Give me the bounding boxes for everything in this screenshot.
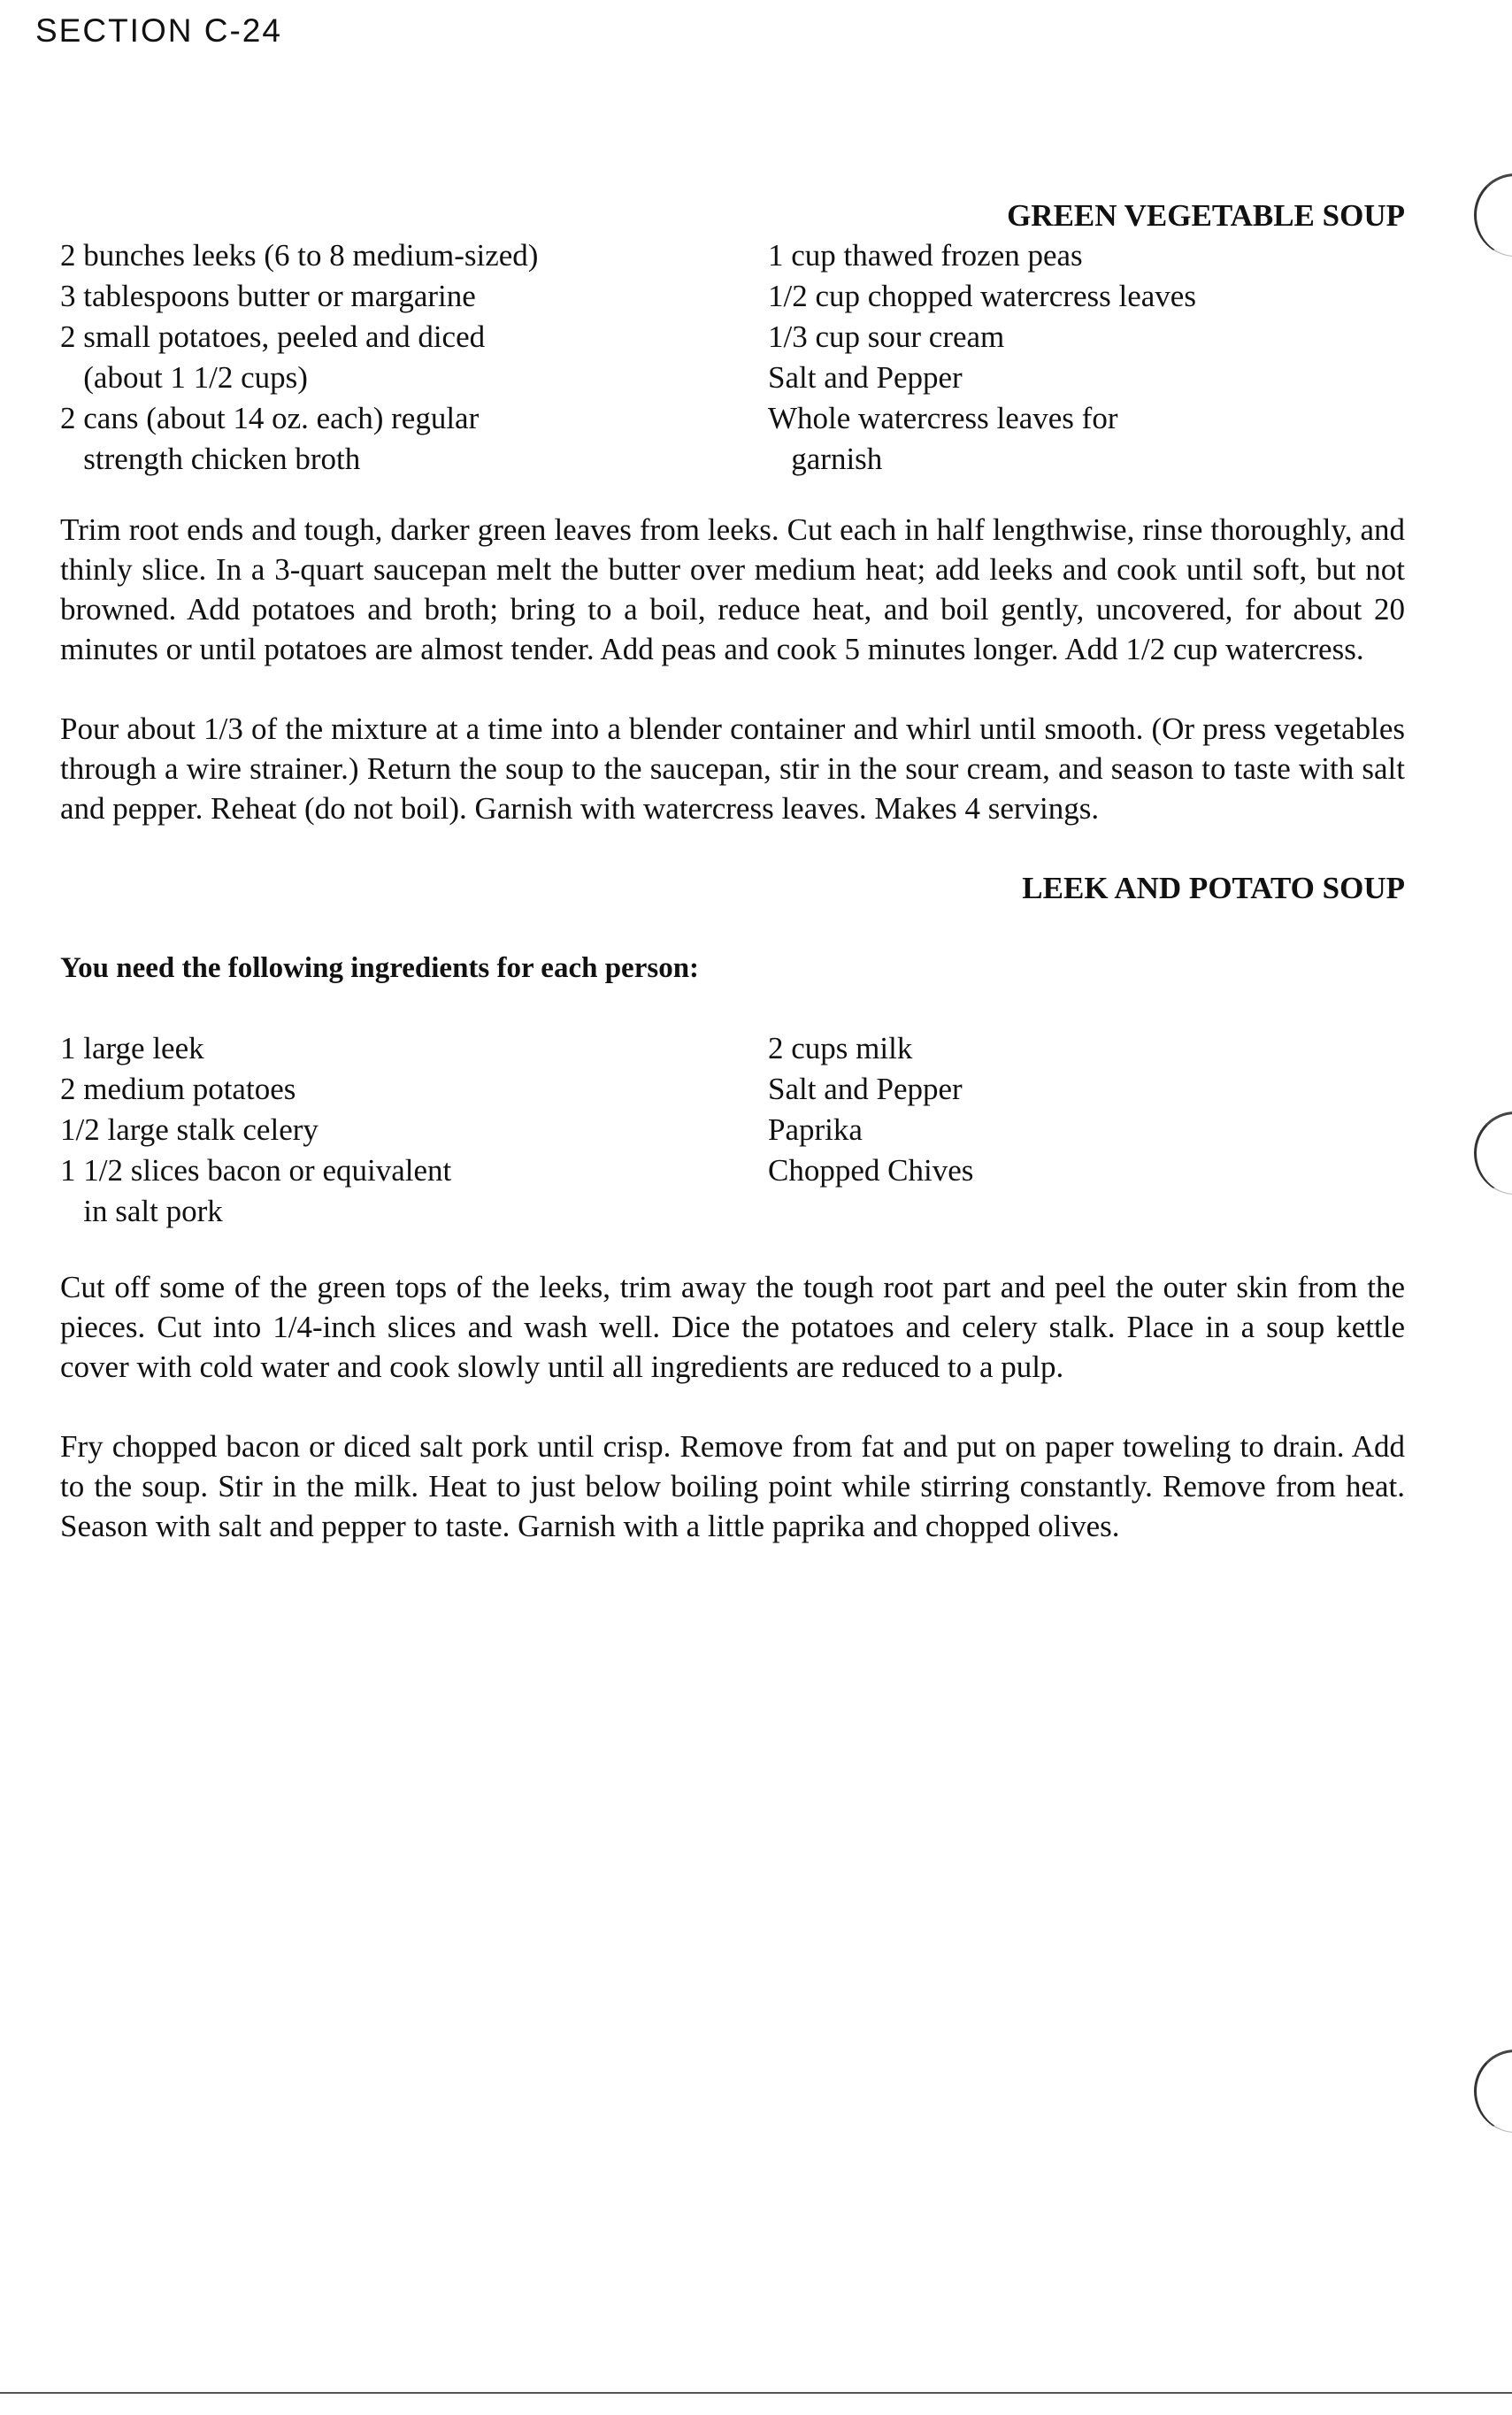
- ingredient-item: 1/3 cup sour cream: [768, 319, 1005, 354]
- ingredient-item: 3 tablespoons butter or margarine: [60, 279, 476, 313]
- ingredient-item: Whole watercress leaves for: [768, 401, 1118, 435]
- ingredient-item: Paprika: [768, 1112, 863, 1147]
- green-vegetable-soup-title: GREEN VEGETABLE SOUP: [1007, 198, 1405, 233]
- binder-hole-middle: [1474, 1111, 1512, 1195]
- ingredients-intro: You need the following ingredients for each person:: [60, 952, 700, 984]
- ingredient-item: garnish: [768, 442, 883, 476]
- ingredients-left-column: [60, 235, 768, 480]
- ingredient-item: Salt and Pepper: [768, 1072, 963, 1106]
- page-bottom-edge: [0, 2392, 1512, 2394]
- ingredient-item: 1/2 cup chopped watercress leaves: [768, 279, 1196, 313]
- instruction-paragraph: Cut off some of the green tops of the leeks, trim away the tough root part and peel the outer skin from the pieces. Cut into 1/4-inch slices and wash well. Dice the potatoes and celery stalk. Place in a soup kettle cover with cold water and cook slowly until all ingredients are reduced to a pulp.: [60, 1270, 1405, 1384]
- instruction-paragraph: Pour about 1/3 of the mixture at a time into a blender container and whirl until smooth. (Or press vegetables through a wire strainer.) Return the soup to the saucepan, stir in the sour cream, and season to taste with salt and pepper. Reheat (do not boil). Garnish with watercress leaves. Makes 4 servings.: [60, 711, 1405, 826]
- ingredient-item: Chopped Chives: [768, 1153, 974, 1188]
- recipe-page: [60, 0, 1405, 1546]
- binder-hole-bottom: [1474, 2050, 1512, 2133]
- ingredient-item: (about 1 1/2 cups): [60, 360, 308, 395]
- ingredients-right-column: [768, 1028, 1387, 1232]
- ingredient-item: 2 cans (about 14 oz. each) regular: [60, 401, 480, 435]
- instruction-paragraph: Trim root ends and tough, darker green leaves from leeks. Cut each in half lengthwise, rinse thoroughly, and thinly slice. In a 3-quart saucepan melt the butter over medium heat; add leeks and cook until soft, but not browned. Add potatoes and broth; bring to a boil, reduce heat, and boil gently, uncovered, for about 20 minutes or until potatoes are almost tender. Add peas and cook 5 minutes longer. Add 1/2 cup watercress.: [60, 512, 1405, 666]
- leek-and-potato-soup-title: LEEK AND POTATO SOUP: [1022, 871, 1405, 905]
- ingredient-item: 1 large leek: [60, 1031, 204, 1065]
- ingredient-item: Salt and Pepper: [768, 360, 963, 395]
- ingredient-item: strength chicken broth: [60, 442, 361, 476]
- ingredient-item: 2 cups milk: [768, 1031, 913, 1065]
- section-label: SECTION C-24: [35, 12, 282, 49]
- ingredients-right-column: [768, 235, 1387, 480]
- ingredient-item: 1/2 large stalk celery: [60, 1112, 319, 1147]
- ingredients-left-column: [60, 1028, 768, 1232]
- green-vegetable-soup-ingredients: [60, 235, 1405, 480]
- leek-and-potato-soup-ingredients: [60, 1028, 1405, 1232]
- ingredient-item: 2 bunches leeks (6 to 8 medium-sized): [60, 238, 539, 273]
- ingredient-item: 2 small potatoes, peeled and diced: [60, 319, 486, 354]
- ingredient-item: in salt pork: [60, 1194, 223, 1228]
- ingredient-item: 1 cup thawed frozen peas: [768, 238, 1083, 273]
- ingredient-item: 2 medium potatoes: [60, 1072, 296, 1106]
- ingredient-item: 1 1/2 slices bacon or equivalent: [60, 1153, 452, 1188]
- instruction-paragraph: Fry chopped bacon or diced salt pork until crisp. Remove from fat and put on paper toweling to drain. Add to the soup. Stir in the milk. Heat to just below boiling point while stirring constantly. Remove from heat. Season with salt and pepper to taste. Garnish with a little paprika and chopped olives.: [60, 1429, 1405, 1543]
- binder-hole-top: [1474, 173, 1512, 257]
